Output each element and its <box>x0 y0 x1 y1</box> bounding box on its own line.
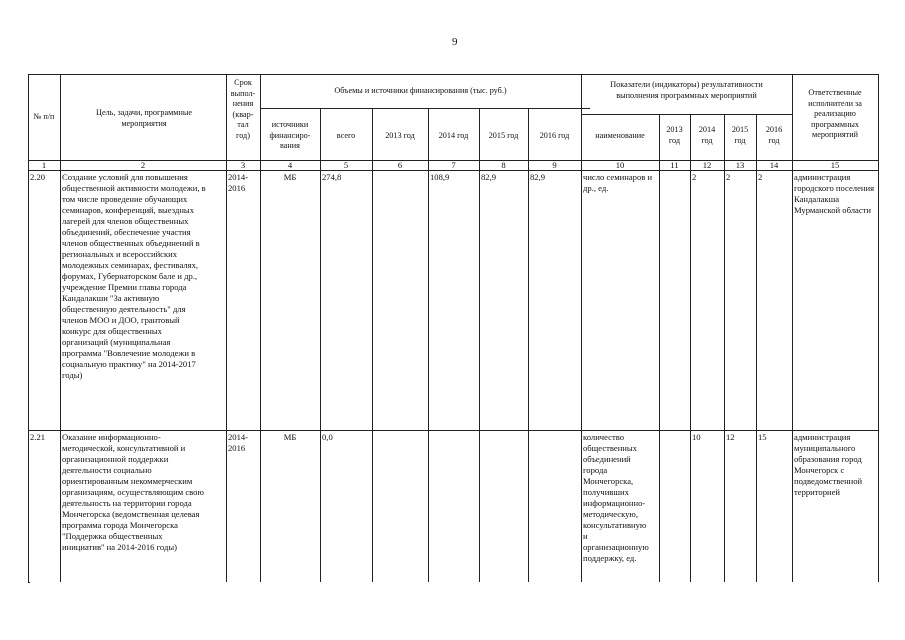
row-ind-2016: 2 <box>758 172 763 182</box>
header-col-2016: 2016 год <box>539 131 570 140</box>
column-number: 8 <box>501 160 506 170</box>
header-group-financing: Объемы и источники финансирования (тыс. руб.) <box>334 86 507 95</box>
header-col-2014: 2014 год <box>438 131 469 140</box>
row-ind-2015: 12 <box>726 432 735 442</box>
header-col-goal: Цель, задачи, программные мероприятия <box>96 108 192 128</box>
row-ind-2014: 2 <box>692 172 697 182</box>
row-2014: 108,9 <box>430 172 450 182</box>
row-total: 274,8 <box>322 172 342 182</box>
row-responsible: администрация муниципального образования город Мончегорск с подведомственной территорией <box>794 432 863 497</box>
row-2016: 82,9 <box>530 172 546 182</box>
column-number: 9 <box>552 160 557 170</box>
column-number: 6 <box>397 160 403 170</box>
header-col-2015: 2015 год <box>488 131 519 140</box>
column-number: 3 <box>240 160 246 170</box>
header-col-term: Срок выпол- нения (квар- тал год) <box>230 78 256 140</box>
column-number: 5 <box>343 160 349 170</box>
header-col-num: № п/п <box>33 112 55 121</box>
row-num: 2.20 <box>30 172 46 182</box>
column-number: 13 <box>735 160 745 170</box>
header-col-ind-2015: 2015 год <box>731 125 749 145</box>
row-ind-2014: 10 <box>692 432 701 442</box>
program-table <box>28 74 879 582</box>
column-number: 14 <box>769 160 779 170</box>
column-number: 10 <box>615 160 625 170</box>
header-col-2013: 2013 год <box>385 131 415 140</box>
row-goal: Оказание информационно- методической, консультативной и организационной поддержки деятельности социально ориентированным некоммерческим организациям, осуществляющим свою деятельность на территории города Мончегорска (ведомственная целевая программа города Мончегорска "Поддержка общественных инициатив" на 2014-2016 годы) <box>62 432 204 552</box>
row-ind-2016: 15 <box>758 432 767 442</box>
column-number: 1 <box>41 160 47 170</box>
column-number: 2 <box>140 160 146 170</box>
header-group-indicators: Показатели (индикаторы) результативности выполнения программных мероприятий <box>610 80 763 100</box>
header-col-ind-2013: 2013 год <box>666 125 683 145</box>
row-term: 2014- 2016 <box>228 432 249 453</box>
column-number: 12 <box>702 160 712 170</box>
header-col-source: источники финансиро- вания <box>269 120 311 150</box>
column-number: 11 <box>670 160 679 170</box>
row-goal: Создание условий для повышения общественной активности молодежи, в том числе проведение обучающих семинаров, конференций, выездных лагерей для членов общественных объединений, обеспечение участия членов общественных объединений в региональных и всероссийских молодежных семинарах, фестивалях, форумах, Губернаторском бале и др., учреждение Премии главы города Кандалакши "За активную общественную деятельность" для членов МОО и ДОО, грантовый конкурс для общественных организаций (муниципальная программа "Вовлечение молодежи в социальную практику" на 2014-2017 годы) <box>62 172 206 380</box>
header-col-responsible: Ответственные исполнители за реализацию программных мероприятий <box>808 88 862 139</box>
row-ind-2015: 2 <box>726 172 731 182</box>
row-indicator-name: количество общественных объединений города Мончегорска, получивших информационно- методическую, консультативную и организационную поддержку, ед. <box>583 432 649 563</box>
row-source: МБ <box>283 172 297 182</box>
header-col-ind-name: наименование <box>595 131 645 140</box>
row-responsible: администрация городского поселения Кандалакша Мурманской области <box>794 172 875 215</box>
column-number: 15 <box>830 160 840 170</box>
row-term: 2014- 2016 <box>228 172 249 193</box>
row-2015: 82,9 <box>481 172 497 182</box>
column-number: 7 <box>451 160 456 170</box>
page-number: 9 <box>452 36 458 48</box>
header-col-total: всего <box>336 131 356 140</box>
header-col-ind-2016: 2016 год <box>765 125 783 145</box>
column-number: 4 <box>287 160 293 170</box>
row-total: 0,0 <box>322 432 333 442</box>
row-indicator-name: число семинаров и др., ед. <box>583 172 653 193</box>
header-col-ind-2014: 2014 год <box>698 125 716 145</box>
row-source: МБ <box>283 432 297 442</box>
row-num: 2.21 <box>30 432 46 442</box>
